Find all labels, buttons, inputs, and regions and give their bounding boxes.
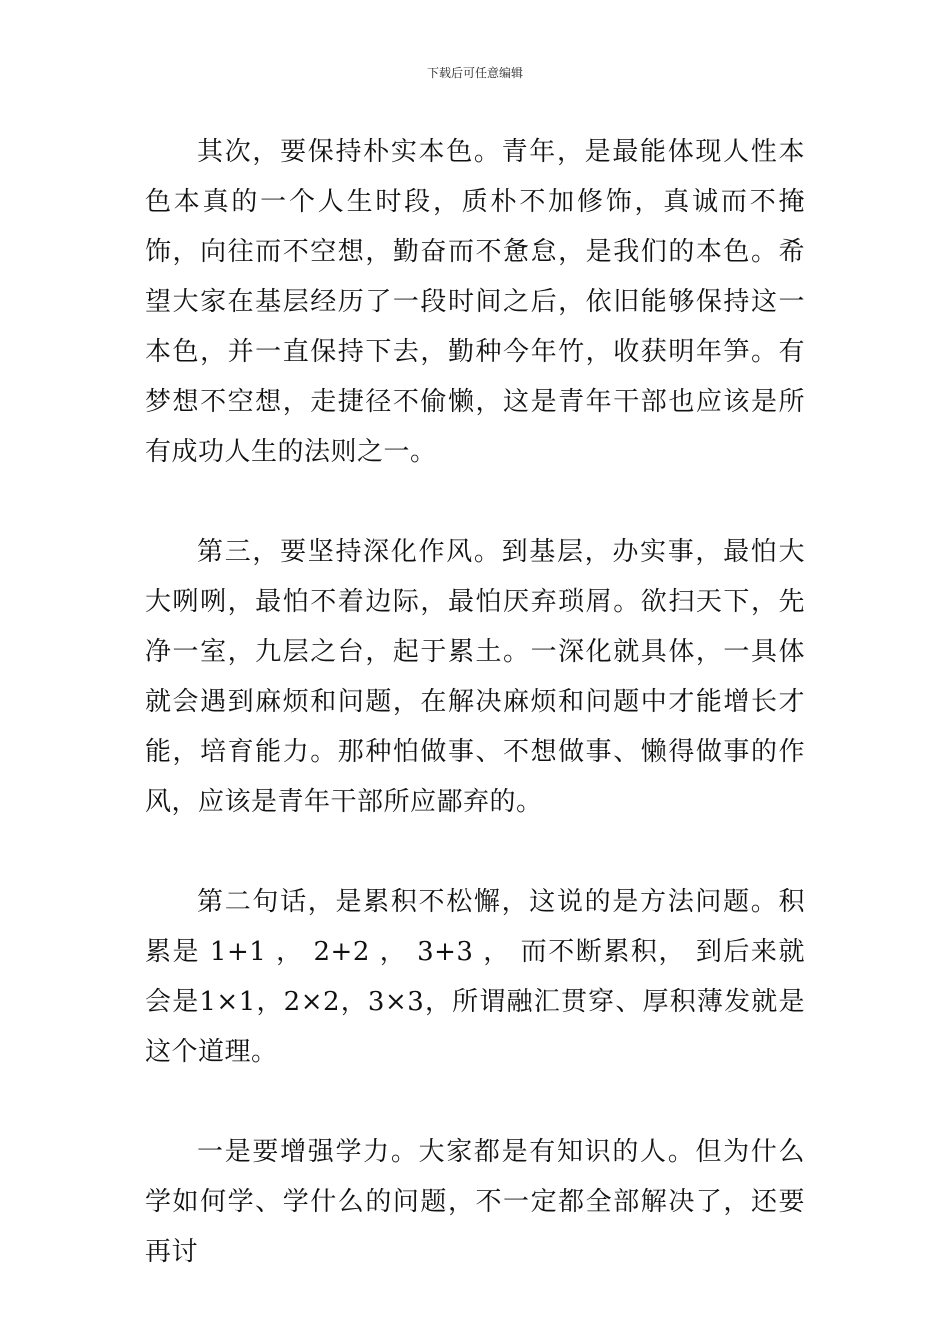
document-body (145, 127, 805, 1327)
paragraph-4: 一是要增强学力。大家都是有知识的人。但为什么学如何学、学什么的问题，不一定都全部解决了，还要再讨 (145, 1137, 805, 1267)
paragraph-2: 第三，要坚持深化作风。到基层，办实事，最怕大大咧咧，最怕不着边际，最怕厌弃琐屑。欲扫天下，先净一室，九层之台，起于累土。一深化就具体，一具体就会遇到麻烦和问题，在解决麻烦和问题中才能增长才能，培育能力。那种怕做事、不想做事、懒得做事的作风，应该是青年干部所应鄙弃的。 (145, 537, 805, 817)
paragraph-3: 第二句话，是累积不松懈，这说的是方法问题。积累是 1+1 ， 2+2 ， 3+3 ， 而不断累积， 到后来就会是1×1，2×2，3×3，所谓融汇贯穿、厚积薄发就是这个道理。 (145, 887, 805, 1067)
paragraph-1: 其次，要保持朴实本色。青年，是最能体现人性本色本真的一个人生时段，质朴不加修饰，真诚而不掩饰，向往而不空想，勤奋而不惫怠，是我们的本色。希望大家在基层经历了一段时间之后，依旧能够保持这一本色，并一直保持下去，勤种今年竹，收获明年笋。有梦想不空想，走捷径不偷懒，这是青年干部也应该是所有成功人生的法则之一。 (145, 137, 805, 467)
page-header: 下载后可任意编辑 (426, 66, 523, 80)
